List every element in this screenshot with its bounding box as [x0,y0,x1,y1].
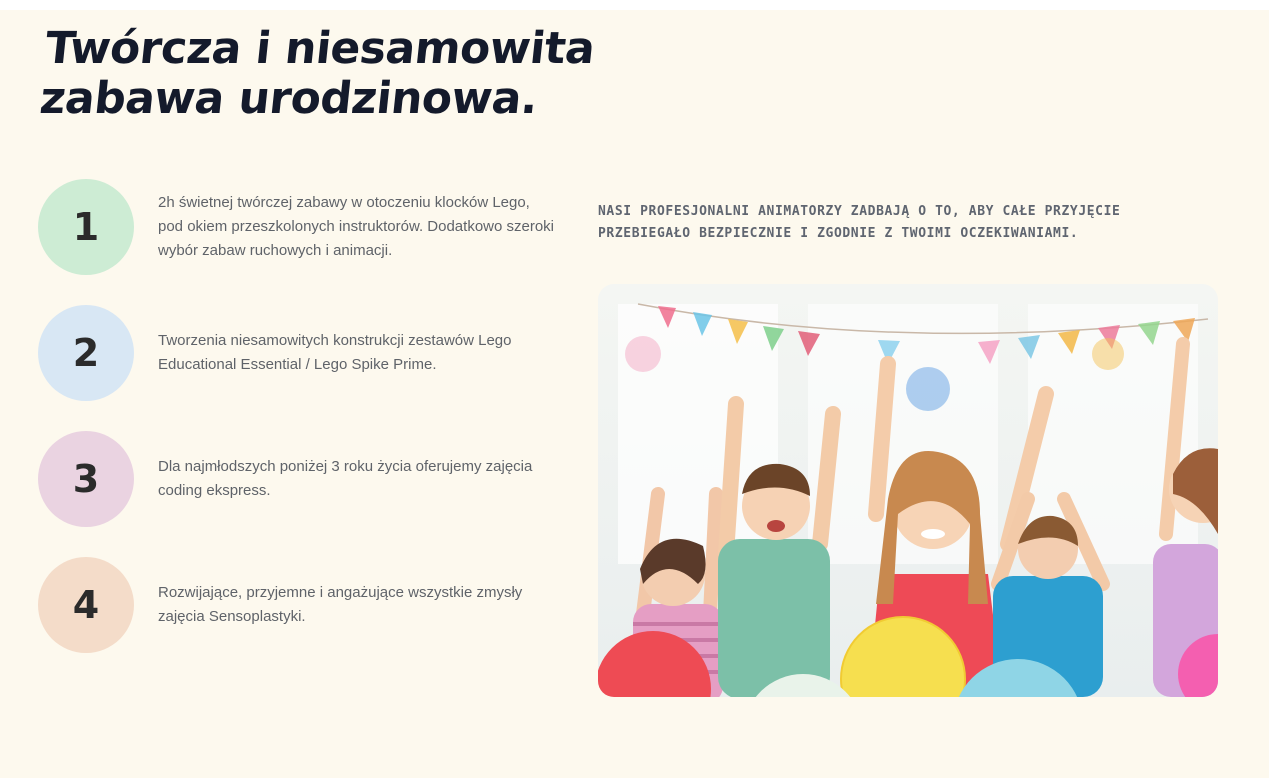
animators-tagline: NASI PROFESJONALNI ANIMATORZY ZADBAJĄ O TO, ABY CAŁE PRZYJĘCIE PRZEBIEGAŁO BEZPIECZNIE I ZGODNIE Z TWOIMI OCZEKIWANIAMI. [598,204,1121,241]
feature-description: Rozwijające, przyjemne i angażujące wszystkie zmysły zajęcia Sensoplastyki. [158,584,523,625]
feature-number-circle [38,557,134,653]
feature-number: 3 [72,457,100,501]
feature-item-2 [38,305,568,401]
birthday-section [0,10,1269,778]
feature-number: 4 [72,583,100,627]
feature-item-3 [38,431,568,527]
heading-line-1: Twórcza i niesamowita [42,23,598,74]
feature-number-circle [38,305,134,401]
feature-number-circle [38,431,134,527]
kids-party-photo [598,284,1218,697]
feature-description: Dla najmłodszych poniżej 3 roku życia oferujemy zajęcia coding ekspress. [158,458,533,499]
feature-item-4 [38,557,568,653]
feature-description: 2h świetnej twórczej zabawy w otoczeniu klocków Lego, pod okiem przeszkolonych instruktorów. Dodatkowo szeroki wybór zabaw ruchowych i animacji. [158,194,555,259]
heading-line-2: zabawa urodzinowa. [37,73,541,124]
party-illustration [598,284,1218,697]
feature-description: Tworzenia niesamowitych konstrukcji zestawów Lego Educational Essential / Lego Spike Prime. [158,332,512,373]
feature-number-circle [38,179,134,275]
feature-number: 1 [72,205,100,249]
feature-number: 2 [72,331,100,375]
section-heading [37,24,608,124]
feature-list [38,179,568,683]
feature-item-1 [38,179,568,275]
